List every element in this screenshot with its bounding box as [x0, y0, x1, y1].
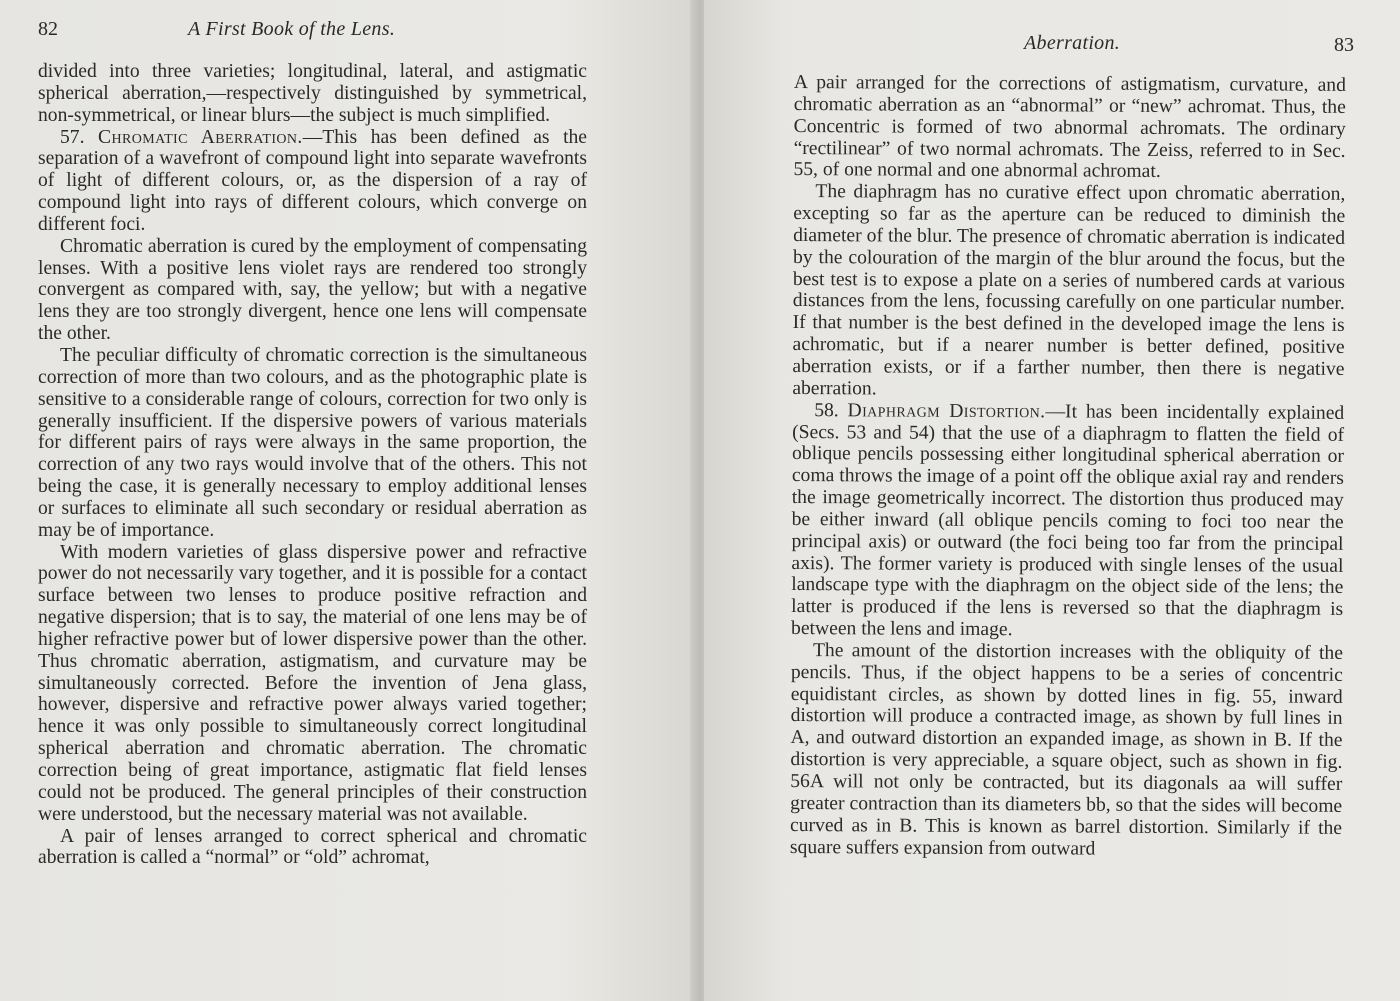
right-page-header [794, 30, 1354, 60]
paragraph: A pair arranged for the corrections of astigmatism, curvature, and chromatic aberration as an “abnormal” or “new” achromat. Thus, the Concentric is formed of two abnormal achromats. The ordinary “rectilinear” of two normal achromats. The Zeiss, referred to in Sec. 55, of one normal and one abnormal achromat. [793, 72, 1346, 183]
left-page [0, 0, 696, 1001]
section-heading: Diaphragm Distortion. [847, 399, 1046, 422]
section-number: 58. [814, 399, 848, 421]
page-number: 83 [1334, 34, 1354, 56]
section-58-paragraph: 58. Diaphragm Distortion.—It has been incidentally explained (Secs. 53 and 54) that the use of a diaphragm to flatten the field of oblique pencils possessing either longitudinal spherical aberration or coma throws the image of a point off the oblique axial ray and renders the image geometrically incorrect. The distortion thus produced may be either inward (all oblique pencils coming to foci too near the principal axis) or outward (the foci being too far from the principal axis). The former variety is produced with single lenses of the usual landscape type with the diaphragm on the object side of the lens; the latter is produced if the lens is reversed so that the diaphragm is between the lens and image. [791, 399, 1345, 641]
paragraph: divided into three varieties; longitudinal, lateral, and astigmatic spherical aberration,—respectively distinguished by symmetrical, non-symmetrical, or linear blurs—the subject is much simplified. [38, 61, 587, 126]
left-page-header [38, 14, 598, 44]
paragraph: With modern varieties of glass dispersive power and refractive power do not necessarily vary together, and it is possible for a contact surface between two lenses to produce positive refraction and negative dispersion; that is to say, the material of one lens may be of higher refractive power but of lower dispersive power than the other. Thus chromatic aberration, astigmatism, and curvature may be simultaneously corrected. Before the invention of Jena glass, however, dispersive and refractive power always varied together; hence it was only possible to simultaneously correct longitudinal spherical aberration and chromatic aberration. The chromatic correction being of great importance, astigmatic flat field lenses could not be produced. The general principles of their construction were understood, but the necessary material was not available. [38, 541, 587, 825]
left-page-body [38, 61, 587, 869]
running-head: A First Book of the Lens. [188, 18, 396, 40]
section-57-paragraph: 57. Chromatic Aberration.—This has been defined as the separation of a wavefront of compound light into separate wavefronts of light of different colours, or, as the dispersion of a ray of compound light into rays of different colours, which converge on different foci. [38, 126, 588, 235]
running-head: Aberration. [1024, 32, 1121, 54]
paragraph: The amount of the distortion increases with the obliquity of the pencils. Thus, if the object happens to be a series of concentric equidistant circles, as shown by dotted lines in fig. 55, inward distortion will produce a contracted image, as shown by full lines in A, and outward distortion an expanded image, as shown in B. If the distortion is very appreciable, a square object, such as shown in fig. 56A will not only be contracted, but its diagonals aa will suffer greater contraction than its diameters bb, so that the sides will become curved as in B. This is known as barrel distortion. Similarly if the square suffers expansion from outward [789, 640, 1344, 860]
paragraph: Chromatic aberration is cured by the employment of compensating lenses. With a positive lens violet rays are rendered too strongly convergent as compared with, say, the yellow; but with a negative lens they are too strongly divergent, hence one lens will compensate the other. [38, 235, 587, 345]
section-heading: Chromatic Aberration. [98, 126, 303, 148]
page-number: 82 [38, 18, 58, 40]
paragraph: The peculiar difficulty of chromatic correction is the simultaneous correction of more than two colours, and as the photographic plate is sensitive to a considerable range of colours, correction for two only is generally insufficient. If the dispersive powers of various materials for different pairs of rays were always in the same proportion, the correction of any two rays would involve that of the others. This not being the case, it is generally necessary to employ additional lenses or surfaces to eliminate all such secondary or residual aberration as may be of importance. [38, 344, 587, 541]
paragraph: The diaphragm has no curative effect upon chromatic aberration, excepting so far as the aperture can be reduced to diminish the diameter of the blur. The presence of chromatic aberration is indicated by the colouration of the margin of the blur around the focus, but the best test is to expose a plate on a series of numbered cards at various distances from the lens, focussing carefully on one particular number. If that number is the best defined in the developed image the lens is achromatic, but if a nearer number is better defined, positive aberration exists, or if a farther number, then there is negative aberration. [792, 181, 1346, 400]
section-number: 57. [60, 126, 99, 148]
paragraph: A pair of lenses arranged to correct spherical and chromatic aberration is called a “normal” or “old” achromat, [38, 825, 587, 869]
right-page [704, 0, 1400, 1001]
right-page-body [790, 72, 1346, 861]
